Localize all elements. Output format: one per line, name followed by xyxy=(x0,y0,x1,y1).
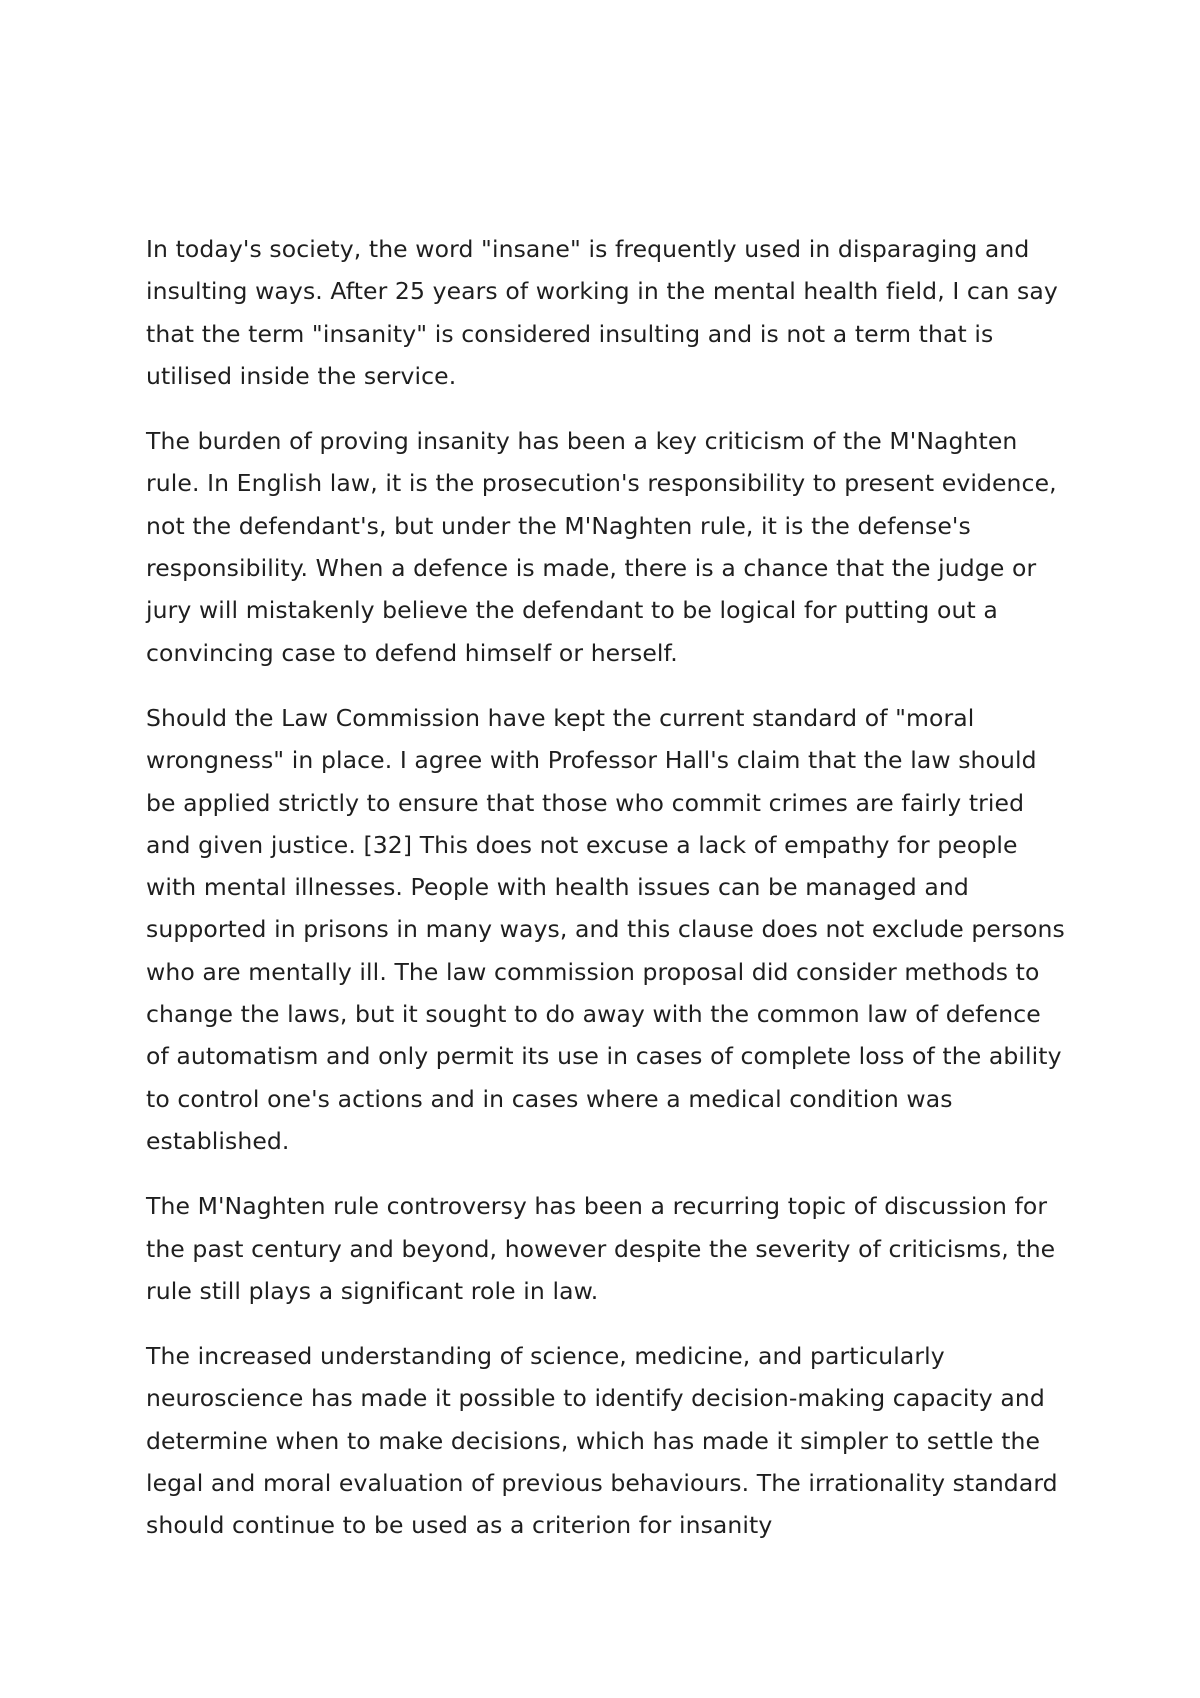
paragraph-neuroscience: The increased understanding of science, medicine, and particularly neuroscience has made it possible to identify decision-making capacity and determine when to make decisions, which has made it simpler to settle the legal and moral evaluation of previous behaviours. The irrationality standard should continue to be used as a criterion for insanity xyxy=(146,1342,1058,1540)
paragraph-mnaghten-controversy: The M'Naghten rule controversy has been a recurring topic of discussion for the past century and beyond, however despite the severity of criticisms, the rule still plays a significant role in law. xyxy=(146,1192,1056,1305)
paragraph-insane-usage: In today's society, the word "insane" is frequently used in disparaging and insulting ways. After 25 years of working in the mental health field, I can say that the term "insanity" is considered insulting and is not a term that is utilised inside the service. xyxy=(146,235,1058,390)
paragraph-law-commission: Should the Law Commission have kept the current standard of "moral wrongness" in place. I agree with Professor Hall's claim that the law should be applied strictly to ensure that those who commit crimes are fairly tried and given justice. [32] This does not excuse a lack of empathy for people with mental illnesses. People with health issues can be managed and supported in prisons in many ways, and this clause does not exclude persons who are mentally ill. The law commission proposal did consider methods to change the laws, but it sought to do away with the common law of defence of automatism and only permit its use in cases of complete loss of the ability to control one's actions and in cases where a medical condition was established. xyxy=(146,703,1065,1155)
paragraph-burden-of-proof: The burden of proving insanity has been a key criticism of the M'Naghten rule. In English law, it is the prosecution's responsibility to present evidence, not the defendant's, but under the M'Naghten rule, it is the defense's responsibility. When a defence is made, there is a chance that the judge or jury will mistakenly believe the defendant to be logical for putting out a convincing case to defend himself or herself. xyxy=(146,427,1057,667)
document-body xyxy=(146,228,1066,1570)
